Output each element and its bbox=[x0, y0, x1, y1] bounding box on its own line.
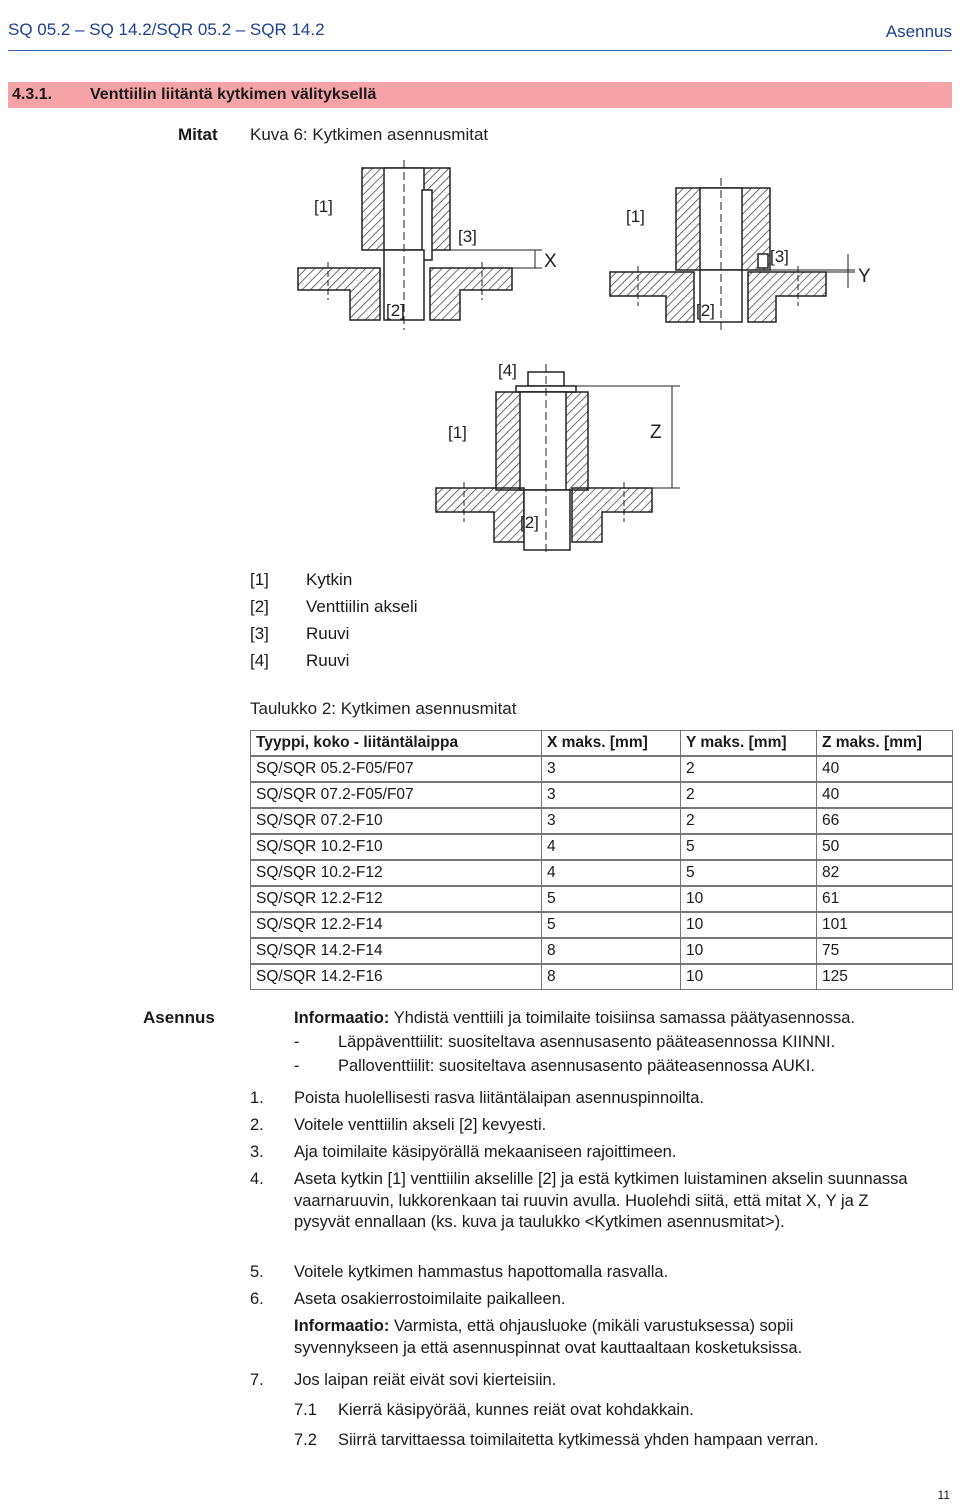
table-cell: 5 bbox=[542, 886, 681, 912]
table-cell: 75 bbox=[817, 938, 953, 964]
figure-label-z: Z bbox=[650, 422, 662, 443]
table-header-row bbox=[251, 731, 953, 757]
step-text: Voitele kytkimen hammastus hapottomalla rasvalla. bbox=[294, 1263, 669, 1281]
legend-item bbox=[250, 568, 650, 595]
figure-caption: Kuva 6: Kytkimen asennusmitat bbox=[250, 125, 489, 144]
section-title: Venttiilin liitäntä kytkimen välityksellä bbox=[90, 86, 377, 103]
figure-label-y: Y bbox=[858, 266, 871, 287]
step-text: Poista huolellisesti rasva liitäntälaipan asennuspinnoilta. bbox=[294, 1089, 705, 1107]
drawing-x bbox=[298, 160, 542, 330]
info-text: Yhdistä venttiili ja toimilaite toisiinsa samassa päätyasennossa. bbox=[393, 1009, 855, 1027]
column-header: X maks. [mm] bbox=[542, 731, 681, 757]
step-number: 5. bbox=[250, 1263, 264, 1281]
bullet-dash: - bbox=[294, 1033, 300, 1051]
legend-value: Venttiilin akseli bbox=[306, 597, 418, 616]
step-number: 3. bbox=[250, 1143, 264, 1161]
table-cell: 5 bbox=[542, 912, 681, 938]
drawing-z bbox=[436, 364, 680, 554]
info-label: Informaatio: bbox=[294, 1009, 390, 1027]
table-cell: SQ/SQR 07.2-F10 bbox=[251, 808, 542, 834]
table-cell: 50 bbox=[817, 834, 953, 860]
table-cell: 61 bbox=[817, 886, 953, 912]
table-cell: 10 bbox=[681, 886, 817, 912]
table-cell: 10 bbox=[681, 912, 817, 938]
legend-value: Kytkin bbox=[306, 570, 353, 589]
table-cell: SQ/SQR 07.2-F05/F07 bbox=[251, 782, 542, 808]
page-number: 11 bbox=[937, 1488, 950, 1502]
table-cell: 40 bbox=[817, 756, 953, 782]
legend-key: [1] bbox=[250, 570, 269, 589]
table-row bbox=[251, 886, 953, 912]
table-cell: SQ/SQR 14.2-F16 bbox=[251, 964, 542, 990]
column-header: Y maks. [mm] bbox=[681, 731, 817, 757]
bullet-dash: - bbox=[294, 1057, 300, 1075]
table-row bbox=[251, 938, 953, 964]
section-heading bbox=[8, 82, 952, 108]
drawing-y bbox=[610, 178, 855, 332]
table-row bbox=[251, 860, 953, 886]
chapter-title: Asennus bbox=[885, 22, 952, 41]
table-cell: SQ/SQR 10.2-F12 bbox=[251, 860, 542, 886]
step-number: 1. bbox=[250, 1089, 264, 1107]
step-number: 2. bbox=[250, 1116, 264, 1134]
table-cell: 5 bbox=[681, 860, 817, 886]
figure-label-1c: [1] bbox=[448, 423, 467, 442]
figure-label-2b: [2] bbox=[696, 301, 715, 320]
column-header: Tyyppi, koko - liitäntälaippa bbox=[251, 731, 542, 757]
table-cell: 3 bbox=[542, 808, 681, 834]
table-cell: 5 bbox=[681, 834, 817, 860]
asennus-label: Asennus bbox=[143, 1008, 215, 1027]
legend-value: Ruuvi bbox=[306, 624, 350, 643]
table-row bbox=[251, 782, 953, 808]
substep-text: Siirrä tarvittaessa toimilaitetta kytkimessä yhden hampaan verran. bbox=[338, 1431, 819, 1449]
table-cell: 10 bbox=[681, 964, 817, 990]
legend-item bbox=[250, 649, 650, 676]
step-text: Voitele venttiilin akseli [2] kevyesti. bbox=[294, 1116, 547, 1134]
bullet-text: Läppäventtiilit: suositeltava asennusasento pääteasennossa KIINNI. bbox=[338, 1033, 836, 1051]
table-cell: 3 bbox=[542, 782, 681, 808]
legend-key: [2] bbox=[250, 597, 269, 616]
table-cell: 2 bbox=[681, 808, 817, 834]
info-note bbox=[294, 1008, 954, 1029]
info-text: Varmista, että ohjausluoke (mikäli varustuksessa) sopii syvennykseen ja että asennuspinnat ovat kauttaaltaan kosketuksissa. bbox=[294, 1317, 803, 1357]
substep-number: 7.2 bbox=[294, 1431, 317, 1449]
figure-label-1b: [1] bbox=[626, 207, 645, 226]
table-cell: SQ/SQR 12.2-F14 bbox=[251, 912, 542, 938]
table-cell: 101 bbox=[817, 912, 953, 938]
coupling-mounting-figure bbox=[280, 150, 960, 560]
table-cell: 125 bbox=[817, 964, 953, 990]
mitat-label: Mitat bbox=[178, 125, 218, 144]
substep-number: 7.1 bbox=[294, 1401, 317, 1419]
figure-legend bbox=[250, 568, 650, 676]
table-cell: SQ/SQR 12.2-F12 bbox=[251, 886, 542, 912]
figure-label-2a: [2] bbox=[386, 301, 405, 320]
figure-label-x: X bbox=[544, 251, 557, 272]
bullet-item bbox=[294, 1056, 300, 1077]
table-cell: SQ/SQR 14.2-F14 bbox=[251, 938, 542, 964]
table-cell: 2 bbox=[681, 756, 817, 782]
table-row bbox=[251, 808, 953, 834]
table-cell: SQ/SQR 10.2-F10 bbox=[251, 834, 542, 860]
mounting-dimensions-table bbox=[250, 730, 953, 990]
table-cell: SQ/SQR 05.2-F05/F07 bbox=[251, 756, 542, 782]
figure-label-2c: [2] bbox=[520, 513, 539, 532]
legend-item bbox=[250, 595, 650, 622]
legend-value: Ruuvi bbox=[306, 651, 350, 670]
bullet-text: Palloventtiilit: suositeltava asennusasento pääteasennossa AUKI. bbox=[338, 1057, 815, 1075]
table-cell: 8 bbox=[542, 938, 681, 964]
figure-label-4: [4] bbox=[498, 361, 517, 380]
step6-info bbox=[294, 1316, 894, 1359]
substep-text: Kierrä käsipyörää, kunnes reiät ovat kohdakkain. bbox=[338, 1401, 694, 1419]
info-label: Informaatio: bbox=[294, 1317, 390, 1335]
table-cell: 82 bbox=[817, 860, 953, 886]
column-header: Z maks. [mm] bbox=[817, 731, 953, 757]
step-number: 4. bbox=[250, 1170, 264, 1188]
step-text: Jos laipan reiät eivät sovi kierteisiin. bbox=[294, 1371, 557, 1389]
bullet-item bbox=[294, 1032, 300, 1053]
table-cell: 3 bbox=[542, 756, 681, 782]
figure-label-3a: [3] bbox=[458, 227, 477, 246]
legend-key: [3] bbox=[250, 624, 269, 643]
legend-item bbox=[250, 622, 650, 649]
table-row bbox=[251, 834, 953, 860]
table-cell: 4 bbox=[542, 834, 681, 860]
legend-key: [4] bbox=[250, 651, 269, 670]
table-body bbox=[251, 756, 953, 990]
table-cell: 40 bbox=[817, 782, 953, 808]
step-text: Aseta osakierrostoimilaite paikalleen. bbox=[294, 1290, 566, 1308]
table-cell: 10 bbox=[681, 938, 817, 964]
step-text: Aseta kytkin [1] venttiilin akselille [2] ja estä kytkimen luistaminen akselin suunnassa vaarnaruuvin, lukkorenkaan tai ruuvin avulla. Huolehdi siitä, että mitat X, Y ja Z pysyvät ennallaan (ks. kuva ja taulukko <Kytkimen asennusmitat>). bbox=[294, 1170, 908, 1231]
figure-label-3b: [3] bbox=[770, 247, 789, 266]
step-text: Aja toimilaite käsipyörällä mekaaniseen rajoittimeen. bbox=[294, 1143, 677, 1161]
table-cell: 66 bbox=[817, 808, 953, 834]
table-row bbox=[251, 964, 953, 990]
table-row bbox=[251, 912, 953, 938]
document-title: SQ 05.2 – SQ 14.2/SQR 05.2 – SQR 14.2 bbox=[8, 20, 325, 39]
table-cell: 4 bbox=[542, 860, 681, 886]
header-divider bbox=[8, 50, 952, 51]
step-number: 6. bbox=[250, 1290, 264, 1308]
table-caption: Taulukko 2: Kytkimen asennusmitat bbox=[250, 699, 517, 718]
section-number: 4.3.1. bbox=[12, 86, 53, 103]
step-number: 7. bbox=[250, 1371, 264, 1389]
table-cell: 2 bbox=[681, 782, 817, 808]
table-row bbox=[251, 756, 953, 782]
table-cell: 8 bbox=[542, 964, 681, 990]
figure-label-1a: [1] bbox=[314, 197, 333, 216]
